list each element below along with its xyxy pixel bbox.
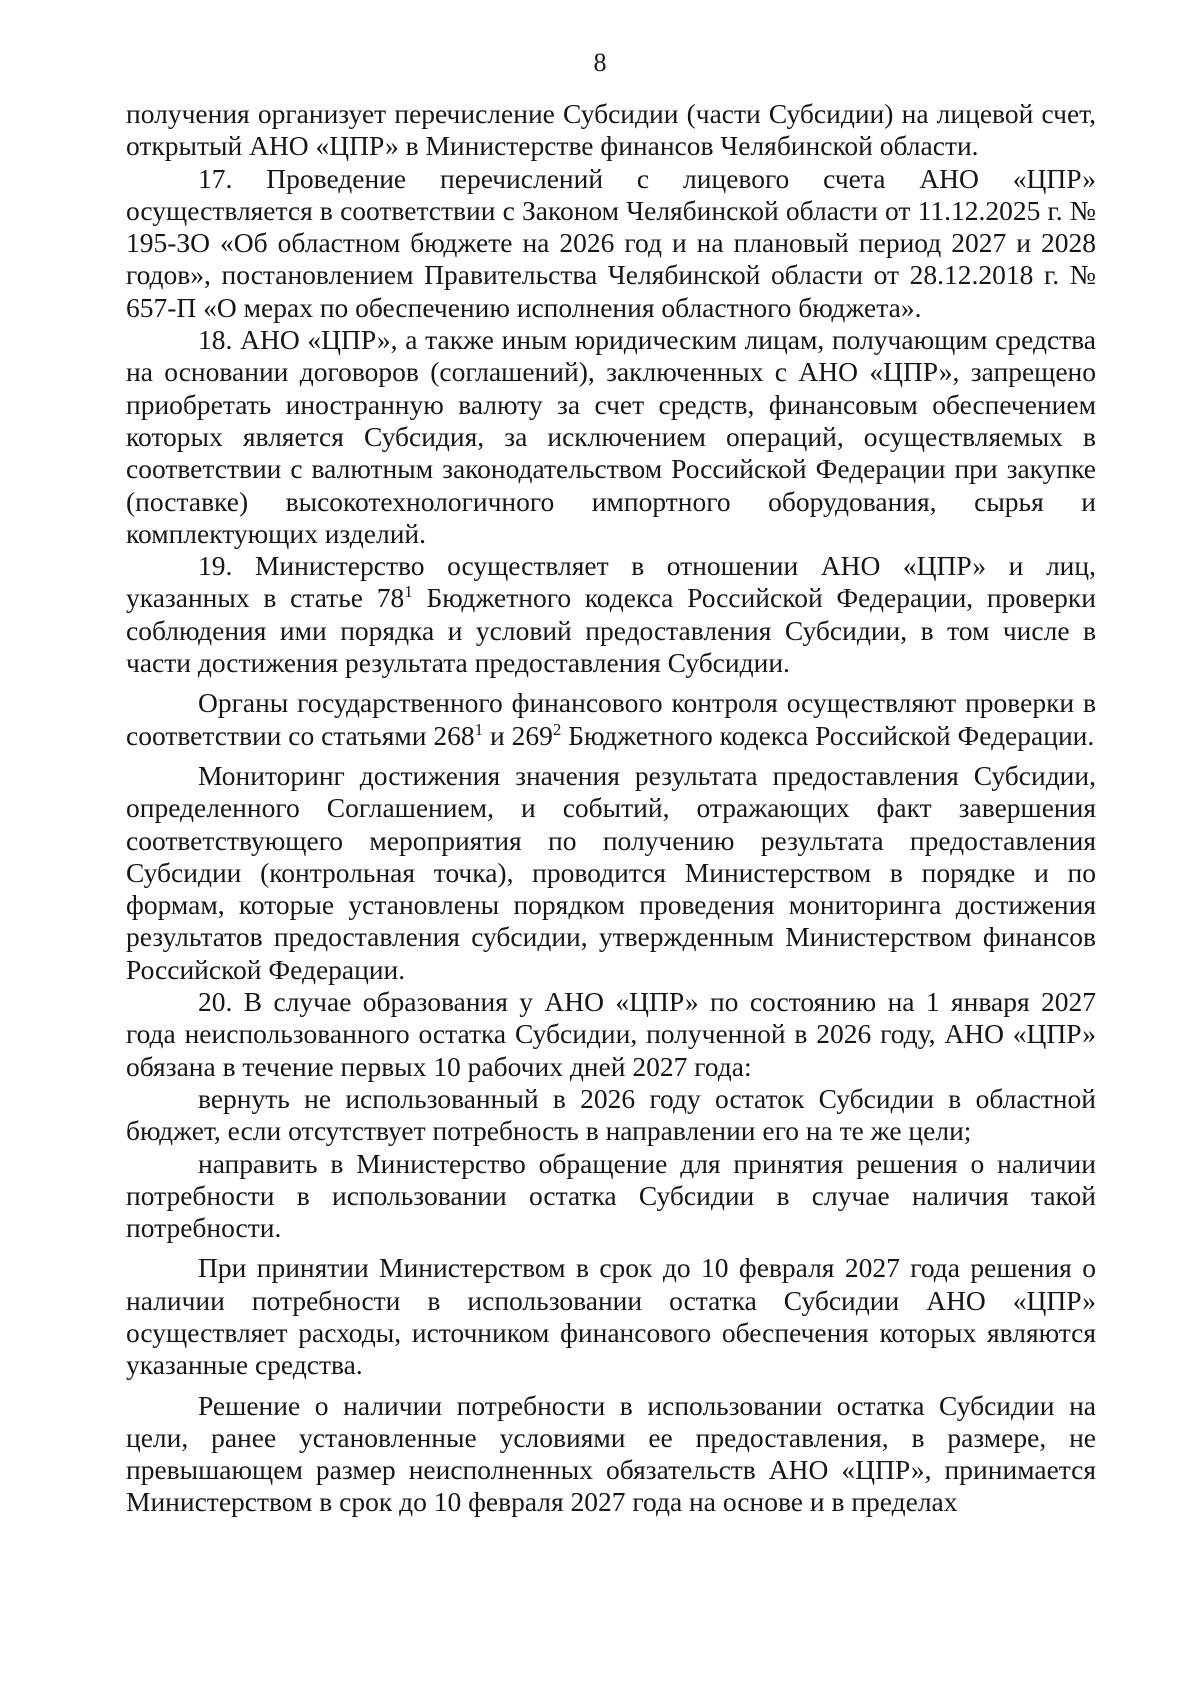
paragraph-decision-need: Решение о наличии потребности в использовании остатка Субсидии на цели, ранее установленные условиями ее предоставления, в размере, не превышающем размер неисполненных обязательств АНО «ЦПР», принимается Министерством в срок до 10 февраля 2027 года на основе и в пределах — [126, 1389, 1096, 1518]
superscript: 1 — [404, 582, 413, 602]
document-body — [126, 98, 1096, 1519]
superscript: 1 — [474, 719, 484, 739]
paragraph-item-18: 18. АНО «ЦПР», а также иным юридическим лицам, получающим средства на основании договоров (соглашений), заключенных с АНО «ЦПР», запрещено приобретать иностранную валюту за счет средств, финансовым обеспечением которых является Субсидия, за исключением операций, осуществляемых в соответствии с валютным законодательством Российской Федерации при закупке (поставке) высокотехнологичного импортного оборудования, сырья и комплектующих изделий. — [126, 324, 1096, 549]
paragraph-continuation: получения организует перечисление Субсидии (части Субсидии) на лицевой счет, открытый АНО «ЦПР» в Министерстве финансов Челябинской области. — [126, 98, 1096, 162]
paragraph-item-17: 17. Проведение перечислений с лицевого счета АНО «ЦПР» осуществляется в соответствии с Законом Челябинской области от 11.12.2025 г. № 195-ЗО «Об областном бюджете на 2026 год и на плановый период 2027 и 2028 годов», постановлением Правительства Челябинской области от 28.12.2018 г. № 657-П «О мерах по обеспечению исполнения областного бюджета». — [126, 162, 1096, 323]
paragraph-item-19-text-a: 19. Министерство осуществляет в отношении АНО «ЦПР» и лиц, указанных в статье 78 — [126, 550, 1096, 614]
paragraph-decision-expenses: При принятии Министерством в срок до 10 февраля 2027 года решения о наличии потребности в использовании остатка Субсидии АНО «ЦПР» осуществляет расходы, источником финансового обеспечения которых являются указанные средства. — [126, 1252, 1096, 1381]
superscript: 2 — [552, 719, 562, 739]
paragraph-financial-control — [126, 687, 1096, 752]
paragraph-item-19 — [126, 550, 1096, 679]
paragraph-item-19-text-b: Бюджетного кодекса Российской Федерации, проверки соблюдения ими порядка и условий предоставления Субсидии, в том числе в части достижения результата предоставления Субсидии. — [126, 582, 1097, 679]
paragraph-monitoring: Мониторинг достижения значения результата предоставления Субсидии, определенного Соглашением, и событий, отражающих факт завершения соответствующего мероприятия по получению результата предоставления Субсидии (контрольная точка), проводится Министерством в порядке и по формам, которые установлены порядком проведения мониторинга достижения результатов предоставления субсидии, утвержденным Министерством финансов Российской Федерации. — [126, 759, 1096, 985]
paragraph-item-20: 20. В случае образования у АНО «ЦПР» по состоянию на 1 января 2027 года неиспользованного остатка Субсидии, полученной в 2026 году, АНО «ЦПР» обязана в течение первых 10 рабочих дней 2027 года: — [126, 986, 1096, 1082]
paragraph-financial-control-text-b: и 269 — [483, 719, 553, 751]
paragraph-financial-control-text-c: Бюджетного кодекса Российской Федерации. — [561, 719, 1095, 751]
page-number: 8 — [593, 48, 607, 77]
paragraph-return-remainder: вернуть не использованный в 2026 году остаток Субсидии в областной бюджет, если отсутствует потребность в направлении его на те же цели; — [126, 1082, 1096, 1147]
paragraph-send-request: направить в Министерство обращение для принятия решения о наличии потребности в использовании остатка Субсидии в случае наличия такой потребности. — [126, 1147, 1096, 1244]
paragraph-financial-control-text-a: Органы государственного финансового контроля осуществляют проверки в соответствии со статьями 268 — [126, 687, 1096, 751]
